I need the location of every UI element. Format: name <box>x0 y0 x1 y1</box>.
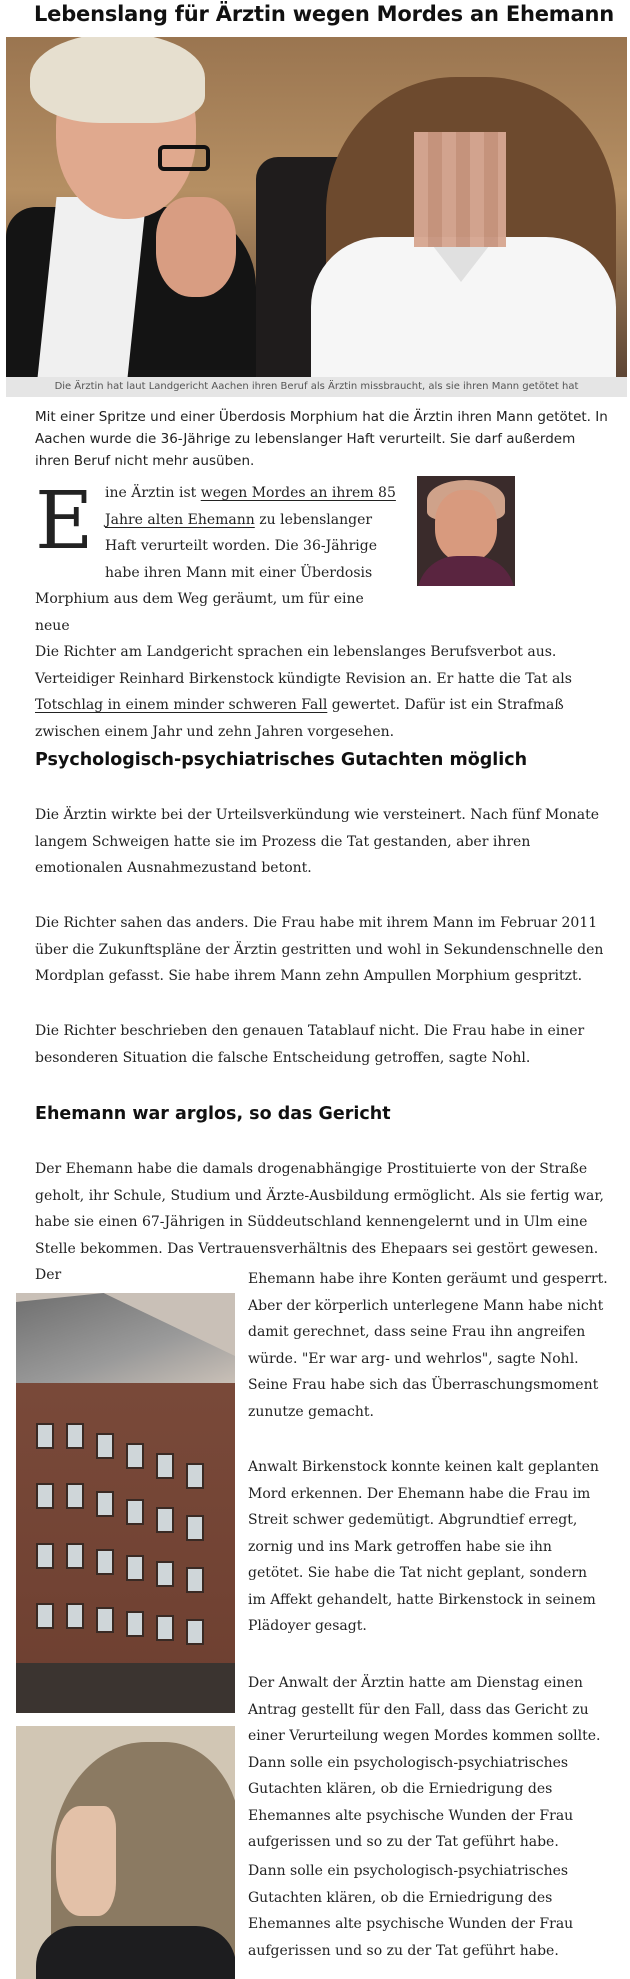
defendant-photo <box>16 1726 235 1979</box>
p1-text-1: ine Ärztin ist <box>105 485 201 501</box>
article-headline: Lebenslang für Ärztin wegen Mordes an Ehemann <box>34 2 614 26</box>
paragraph: Der Anwalt der Ärztin hatte am Dienstag einen Antrag gestellt für den Fall, dass das Gericht zu einer Verurteilung wegen Mordes kommen sollte. Dann solle ein psychologisch-psychiatrisches Gutachten klären, ob die Erniedrigung des Ehemannes alte psychische Wunden der Frau aufgerissen und so zu der Tat geführt habe. <box>248 1675 601 1850</box>
link-totschlag[interactable]: Totschlag in einem minder schweren Fall <box>35 697 328 713</box>
first-paragraph <box>35 476 610 745</box>
p1-text-3: Die Richter am Landgericht sprachen ein lebenslanges Berufsverbot aus. Verteidiger Reinhard Birkenstock kündigte Revision an. Er hatte die Tat als <box>35 644 572 687</box>
paragraph: Die Richter sahen das anders. Die Frau habe mit ihrem Mann im Februar 2011 über die Zukunftspläne der Ärztin gestritten und wohl in Sekundenschnelle den Mordplan gefasst. Sie habe ihrem Mann zehn Ampullen Morphium gespritzt. <box>35 915 604 984</box>
section-heading-gutachten: Psychologisch-psychiatrisches Gutachten möglich <box>35 750 528 770</box>
hero-photo <box>6 37 627 377</box>
section-heading-arglos: Ehemann war arglos, so das Gericht <box>35 1104 391 1124</box>
article-lead: Mit einer Spritze und einer Überdosis Morphium hat die Ärztin ihren Mann getötet. In Aachen wurde die 36-Jährige zu lebenslanger Haft verurteilt. Sie darf außerdem ihren Beruf nicht mehr ausüben. <box>35 409 608 469</box>
victim-portrait-photo <box>417 476 515 586</box>
pixelated-face <box>414 132 506 247</box>
drop-cap: E <box>35 474 94 567</box>
p1-text-4: gewertet. Dafür ist ein Strafmaß zwischen einem Jahr und zehn Jahren vorgesehen. <box>35 697 564 740</box>
paragraph: Die Richter beschrieben den genauen Tatablauf nicht. Die Frau habe in einer besonderen Situation die falsche Entscheidung getroffen, sagte Nohl. <box>35 1023 585 1066</box>
paragraph: Anwalt Birkenstock konnte keinen kalt geplanten Mord erkennen. Der Ehemann habe die Frau im Streit schwer gedemütigt. Abgrundtief erregt, zornig und ins Mark getroffen habe sie ihn getötet. Sie habe die Tat nicht geplant, sondern im Affekt gehandelt, hatte Birkenstock in seinem Plädoyer gesagt. <box>248 1459 599 1634</box>
paragraph: Der Ehemann habe die damals drogenabhängige Prostituierte von der Straße geholt, ihr Schule, Studium und Ärzte-Ausbildung ermöglicht. Als sie fertig war, habe sie einen 67-Jährigen in Süddeutschland kennengelernt und in Ulm eine Stelle bekommen. Das Vertrauensverhältnis des Ehepaars sei gestört gewesen. Der <box>35 1161 604 1283</box>
courthouse-photo <box>16 1293 235 1713</box>
paragraph: Dann solle ein psychologisch-psychiatrisches Gutachten klären, ob die Erniedrigung des Ehemannes alte psychische Wunden der Frau aufgerissen und so zu der Tat geführt habe. <box>248 1863 574 1959</box>
p1-text-2: zu lebenslanger Haft verurteilt worden. Die 36-Jährige habe ihren Mann mit einer Überdosis Morphium aus dem Weg geräumt, um für eine neue <box>35 511 377 634</box>
paragraph: Die Ärztin wirkte bei der Urteilsverkündung wie versteinert. Nach fünf Monate langem Schweigen hatte sie im Prozess die Tat gestanden, aber ihren emotionalen Ausnahmezustand betont. <box>35 807 600 876</box>
link-mord-ehemann[interactable]: wegen Mordes an ihrem 85 Jahre alten Ehemann <box>105 485 396 528</box>
paragraph: Ehemann habe ihre Konten geräumt und gesperrt. Aber der körperlich unterlegene Mann habe nicht damit gerechnet, dass seine Frau ihn angreifen würde. "Er war arg- und wehrlos", sagte Nohl. Seine Frau habe sich das Überraschungsmoment zunutze gemacht. <box>248 1271 608 1420</box>
photo-caption: Die Ärztin hat laut Landgericht Aachen ihren Beruf als Ärztin missbraucht, als sie ihren Mann getötet hat <box>6 377 627 397</box>
